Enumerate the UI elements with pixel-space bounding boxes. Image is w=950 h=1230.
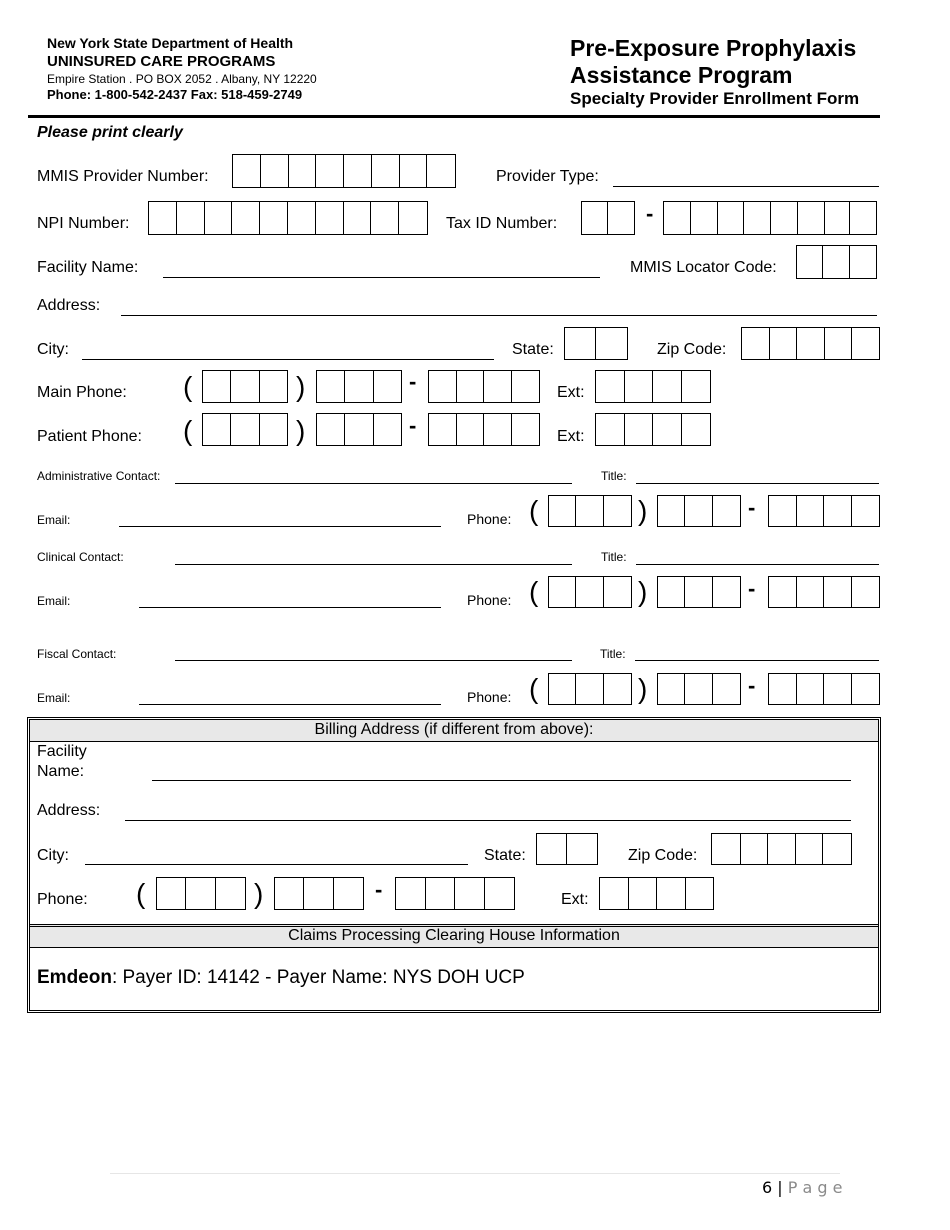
clinical-phone-dash: - xyxy=(748,576,756,601)
billing-phone-dash: - xyxy=(375,877,383,902)
fiscal-contact-label: Fiscal Contact: xyxy=(37,647,117,661)
billing-zip-label: Zip Code: xyxy=(628,847,698,864)
billing-phone-line-boxes[interactable] xyxy=(395,877,515,910)
page-word: P a g e xyxy=(787,1178,843,1197)
admin-phone-prefix-boxes[interactable] xyxy=(657,495,741,527)
clinical-phone-prefix-boxes[interactable] xyxy=(657,576,741,608)
state-label: State: xyxy=(512,341,554,358)
clinical-contact-label: Clinical Contact: xyxy=(37,550,124,564)
patient-phone-label: Patient Phone: xyxy=(37,428,142,445)
fiscal-phone-area-boxes[interactable] xyxy=(548,673,632,705)
clinical-title-label: Title: xyxy=(601,550,627,564)
admin-title-input[interactable] xyxy=(636,483,879,484)
facility-name-label: Facility Name: xyxy=(37,259,139,276)
clinical-phone-close-paren: ) xyxy=(638,576,648,607)
npi-number-label: NPI Number: xyxy=(37,215,130,232)
patient-phone-dash: - xyxy=(409,413,417,438)
admin-email-label: Email: xyxy=(37,513,71,527)
billing-ext-label: Ext: xyxy=(561,891,589,908)
fiscal-email-input[interactable] xyxy=(139,704,441,705)
fiscal-title-input[interactable] xyxy=(635,660,879,661)
admin-phone-open-paren: ( xyxy=(529,495,539,526)
provider-type-input[interactable] xyxy=(613,186,879,187)
clearing-house-name: Emdeon xyxy=(37,967,112,988)
claims-header: Claims Processing Clearing House Information xyxy=(288,927,620,944)
admin-contact-label: Administrative Contact: xyxy=(37,469,161,483)
tax-id-label: Tax ID Number: xyxy=(446,215,558,232)
clinical-title-input[interactable] xyxy=(636,564,879,565)
patient-phone-ext-label: Ext: xyxy=(557,428,585,445)
billing-zip-boxes[interactable] xyxy=(711,833,852,865)
city-label: City: xyxy=(37,341,69,358)
fiscal-title-label: Title: xyxy=(600,647,626,661)
fiscal-phone-label: Phone: xyxy=(467,689,512,705)
fiscal-contact-input[interactable] xyxy=(175,660,572,661)
fiscal-phone-dash: - xyxy=(748,673,756,698)
admin-phone-label: Phone: xyxy=(467,511,512,527)
clinical-phone-area-boxes[interactable] xyxy=(548,576,632,608)
payer-details: : Payer ID: 14142 - Payer Name: NYS DOH UCP xyxy=(111,967,525,988)
org-phone-fax: Phone: 1-800-542-2437 Fax: 518-459-2749 xyxy=(47,87,303,102)
billing-ext-boxes[interactable] xyxy=(599,877,714,910)
patient-phone-open-paren: ( xyxy=(183,415,193,446)
billing-state-boxes[interactable] xyxy=(536,833,598,865)
zip-boxes[interactable] xyxy=(741,327,880,360)
page-separator: | xyxy=(777,1178,783,1197)
form-title-line1: Pre-Exposure Prophylaxis xyxy=(570,35,857,61)
billing-facility-label-line1: Facility xyxy=(37,743,87,760)
org-address: Empire Station . PO BOX 2052 . Albany, NY 12220 xyxy=(47,72,317,86)
patient-phone-close-paren: ) xyxy=(296,415,306,446)
admin-phone-close-paren: ) xyxy=(638,495,648,526)
admin-email-input[interactable] xyxy=(119,526,441,527)
print-clearly-note: Please print clearly xyxy=(37,124,183,141)
fiscal-phone-close-paren: ) xyxy=(638,673,648,704)
patient-phone-prefix-boxes[interactable] xyxy=(316,413,402,446)
form-subtitle: Specialty Provider Enrollment Form xyxy=(570,89,860,108)
billing-phone-open-paren: ( xyxy=(136,878,146,909)
tax-id-suffix-boxes[interactable] xyxy=(663,201,877,235)
main-phone-label: Main Phone: xyxy=(37,384,127,401)
main-phone-dash: - xyxy=(409,369,417,394)
address-label: Address: xyxy=(37,297,101,314)
mmis-locator-boxes[interactable] xyxy=(796,245,877,279)
fiscal-phone-prefix-boxes[interactable] xyxy=(657,673,741,705)
patient-phone-area-boxes[interactable] xyxy=(202,413,288,446)
billing-phone-label: Phone: xyxy=(37,891,88,908)
billing-facility-name-input[interactable] xyxy=(152,780,851,781)
main-phone-line-boxes[interactable] xyxy=(428,370,540,403)
clinical-contact-input[interactable] xyxy=(175,564,572,565)
admin-phone-line-boxes[interactable] xyxy=(768,495,880,527)
zip-label: Zip Code: xyxy=(657,341,727,358)
header-rule xyxy=(28,115,880,118)
main-phone-ext-label: Ext: xyxy=(557,384,585,401)
billing-phone-area-boxes[interactable] xyxy=(156,877,246,910)
clinical-email-input[interactable] xyxy=(139,607,441,608)
fiscal-phone-open-paren: ( xyxy=(529,673,539,704)
main-phone-close-paren: ) xyxy=(296,371,306,402)
billing-address-input[interactable] xyxy=(125,820,851,821)
org-program: UNINSURED CARE PROGRAMS xyxy=(47,53,276,70)
clinical-email-label: Email: xyxy=(37,594,71,608)
clinical-phone-label: Phone: xyxy=(467,592,512,608)
state-boxes[interactable] xyxy=(564,327,628,360)
main-phone-prefix-boxes[interactable] xyxy=(316,370,402,403)
main-phone-area-boxes[interactable] xyxy=(202,370,288,403)
main-phone-ext-boxes[interactable] xyxy=(595,370,711,403)
form-title-line2: Assistance Program xyxy=(570,62,793,88)
admin-phone-dash: - xyxy=(748,495,756,520)
footer-rule xyxy=(110,1173,840,1174)
main-phone-open-paren: ( xyxy=(183,371,193,402)
page-number: 6 xyxy=(762,1178,773,1197)
billing-header: Billing Address (if different from above): xyxy=(314,721,594,738)
claims-info xyxy=(37,967,525,989)
patient-phone-line-boxes[interactable] xyxy=(428,413,540,446)
mmis-locator-label: MMIS Locator Code: xyxy=(630,259,777,276)
billing-address-label: Address: xyxy=(37,802,101,819)
admin-phone-area-boxes[interactable] xyxy=(548,495,632,527)
billing-phone-close-paren: ) xyxy=(254,878,264,909)
facility-name-input[interactable] xyxy=(163,277,600,278)
billing-phone-prefix-boxes[interactable] xyxy=(274,877,364,910)
billing-city-label: City: xyxy=(37,847,69,864)
provider-type-label: Provider Type: xyxy=(496,168,599,185)
patient-phone-ext-boxes[interactable] xyxy=(595,413,711,446)
billing-state-label: State: xyxy=(484,847,526,864)
npi-number-boxes[interactable] xyxy=(148,201,428,235)
tax-id-prefix-boxes[interactable] xyxy=(581,201,635,235)
mmis-provider-number-label: MMIS Provider Number: xyxy=(37,168,209,185)
clinical-phone-line-boxes[interactable] xyxy=(768,576,880,608)
fiscal-phone-line-boxes[interactable] xyxy=(768,673,880,705)
clinical-phone-open-paren: ( xyxy=(529,576,539,607)
org-dept: New York State Department of Health xyxy=(47,35,294,51)
admin-contact-input[interactable] xyxy=(175,483,572,484)
address-input[interactable] xyxy=(121,315,877,316)
page-footer xyxy=(762,1178,842,1197)
fiscal-email-label: Email: xyxy=(37,691,71,705)
billing-city-input[interactable] xyxy=(85,864,468,865)
billing-facility-label-line2: Name: xyxy=(37,763,85,780)
city-input[interactable] xyxy=(82,359,494,360)
admin-title-label: Title: xyxy=(601,469,627,483)
mmis-provider-number-boxes[interactable] xyxy=(232,154,456,188)
tax-id-dash: - xyxy=(646,201,654,226)
